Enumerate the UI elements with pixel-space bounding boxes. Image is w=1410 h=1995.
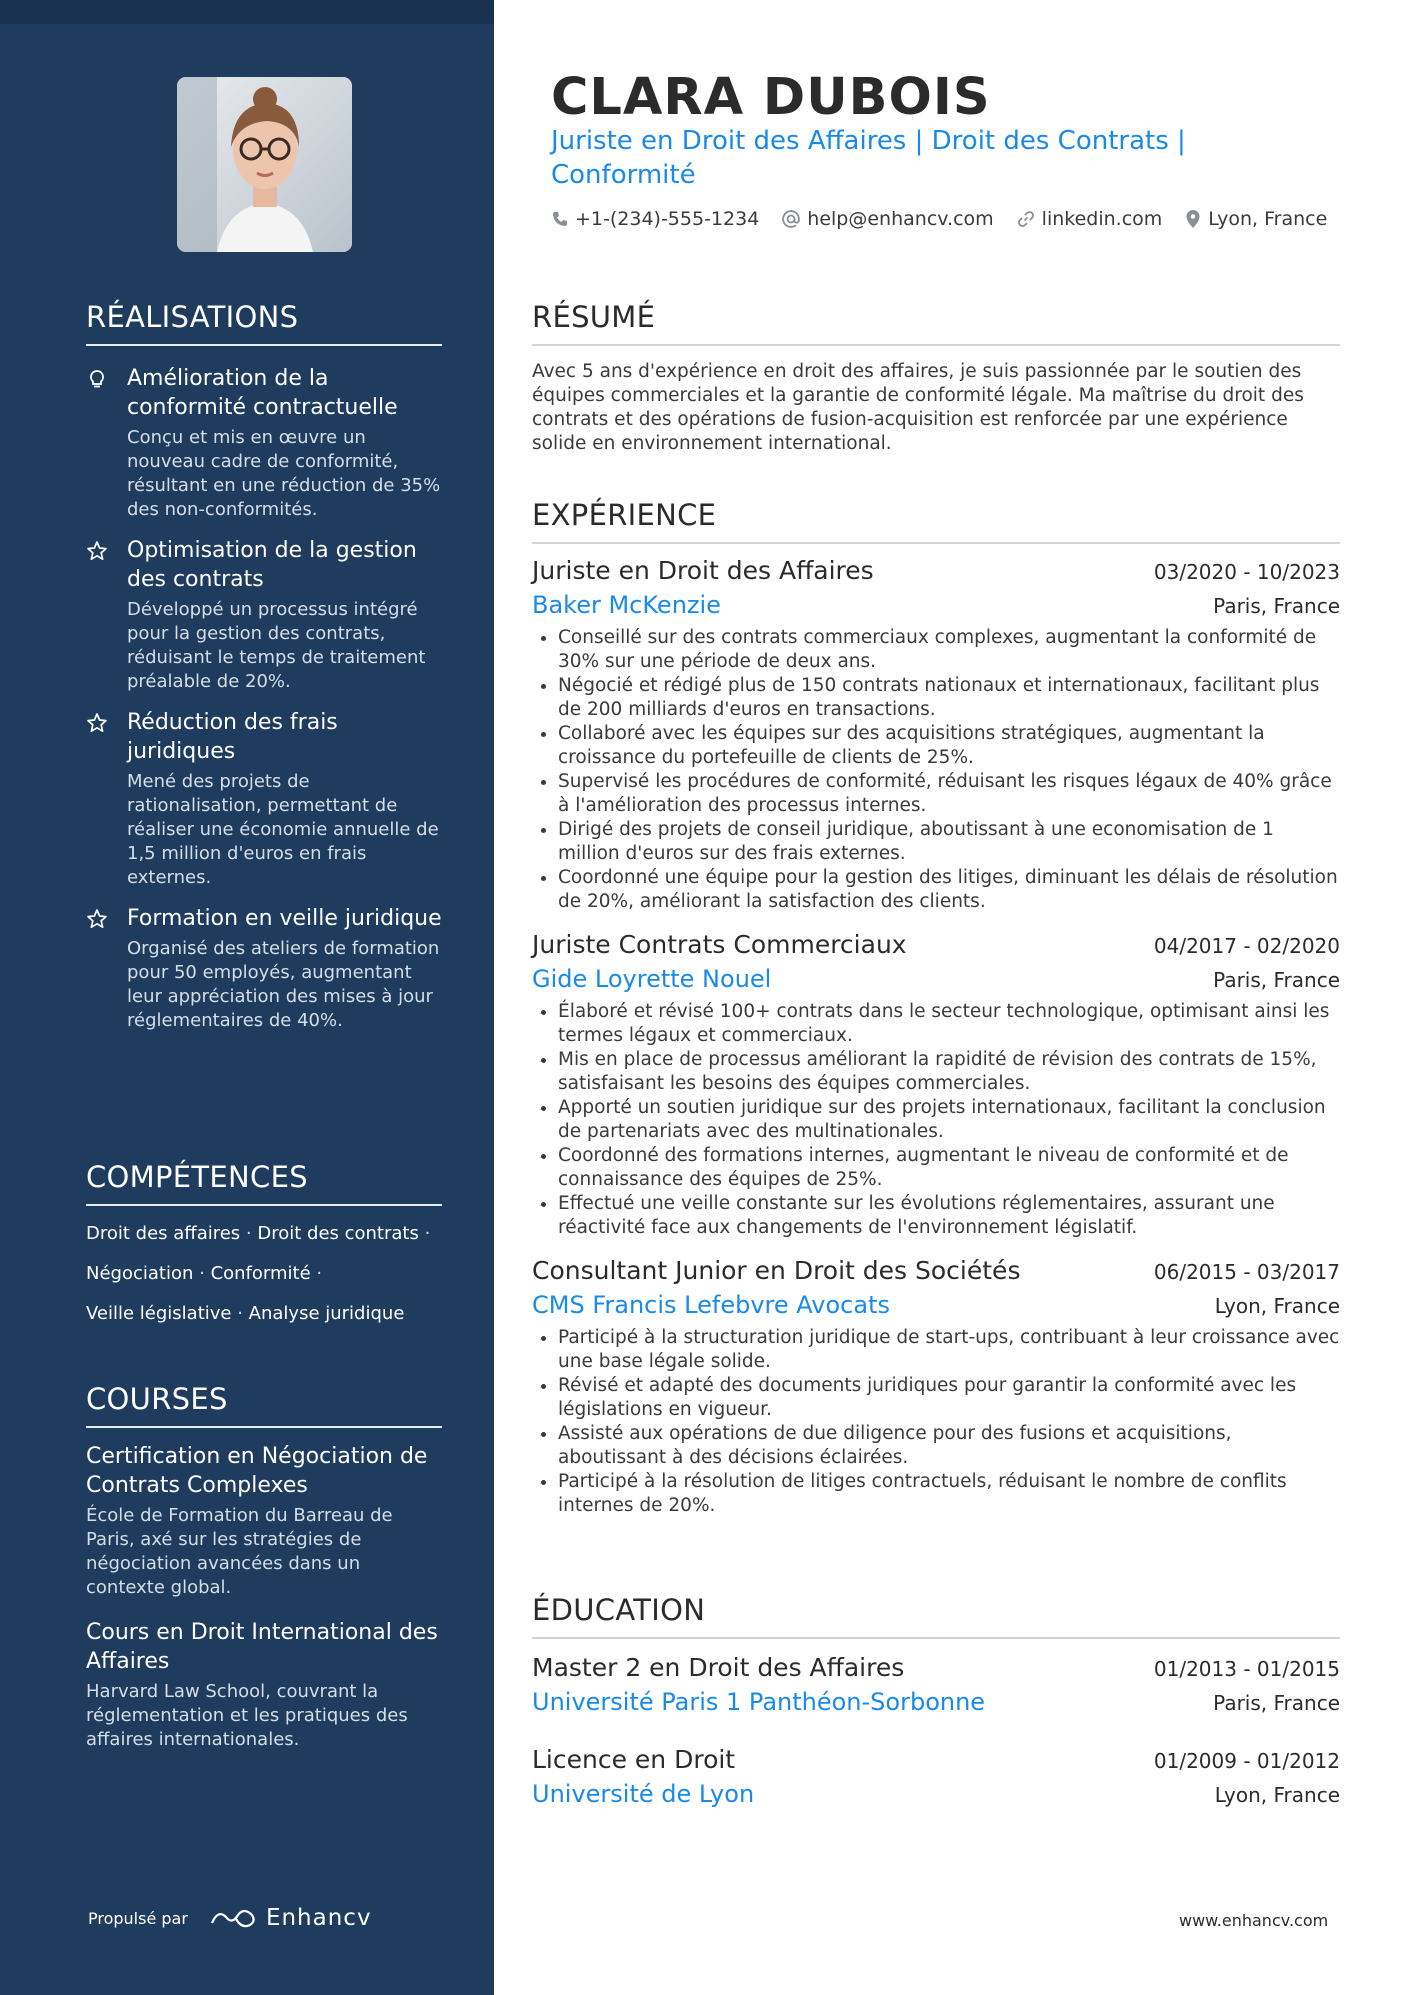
education-entry: [532, 1743, 1340, 1811]
job-location: Paris, France: [1213, 594, 1340, 618]
phone-icon: [551, 210, 569, 228]
contact-email[interactable]: [781, 208, 993, 230]
phone-text: +1-(234)-555-1234: [575, 208, 760, 230]
skills-section: [86, 1160, 442, 1326]
linkedin-text: linkedin.com: [1041, 208, 1163, 230]
job-bullets: [532, 626, 1340, 914]
job-role: Juriste en Droit des Affaires: [532, 556, 874, 585]
job-bullet: • Participé à la structuration juridique de start-ups, contribuant à leur croissance avec une base légale solide.: [558, 1326, 1340, 1374]
job-dates: 06/2015 - 03/2017: [1153, 1260, 1340, 1284]
job-dates: 04/2017 - 02/2020: [1153, 934, 1340, 958]
job-company[interactable]: Baker McKenzie: [532, 591, 721, 619]
job-bullets: [532, 1000, 1340, 1240]
achievement-item: [86, 536, 442, 694]
job-bullet: • Participé à la résolution de litiges contractuels, réduisant le nombre de conflits internes de 20%.: [558, 1470, 1340, 1518]
job-location: Paris, France: [1213, 968, 1340, 992]
skill-tag: Analyse juridique: [248, 1303, 405, 1324]
job-bullet: • Collaboré avec les équipes sur des acquisitions stratégiques, augmentant la croissance du portefeuille de clients de 25%.: [558, 722, 1340, 770]
skills-row: Droit des affaires · Droit des contrats ·: [86, 1223, 431, 1244]
job-dates: 03/2020 - 10/2023: [1153, 560, 1340, 584]
job-bullet: • Négocié et rédigé plus de 150 contrats nationaux et internationaux, facilitant plus de 200 milliards d'euros en transactions.: [558, 674, 1340, 722]
achievement-item: [86, 364, 442, 522]
job-bullet: • Dirigé des projets de conseil juridique, aboutissant à une economisation de 1 million d'euros sur des frais externes.: [558, 818, 1340, 866]
job-bullet: • Assisté aux opérations de due diligence pour des fusions et acquisitions, aboutissant à des décisions éclairées.: [558, 1422, 1340, 1470]
achievement-item: [86, 708, 442, 890]
job-role: Juriste Contrats Commerciaux: [532, 930, 907, 959]
achievement-title: Réduction des frais juridiques: [127, 710, 338, 764]
contact-location: [1184, 208, 1327, 230]
job-bullets: [532, 1326, 1340, 1518]
education-entry: [532, 1651, 1340, 1719]
email-text: help@enhancv.com: [807, 208, 994, 230]
job-bullet: • Supervisé les procédures de conformité, réduisant les risques légaux de 40% grâce à l'amélioration des processus internes.: [558, 770, 1340, 818]
profile-photo: [177, 77, 352, 252]
education-title: ÉDUCATION: [532, 1593, 1340, 1639]
enhancv-logo-icon: [208, 1905, 258, 1931]
sidebar-top-strip: [0, 0, 494, 24]
achievement-item: [86, 904, 442, 1033]
star-icon: [86, 712, 108, 734]
sidebar: [0, 0, 494, 1995]
skill-tag: Veille législative: [86, 1303, 232, 1324]
courses-section: [86, 1382, 442, 1752]
skills-title: COMPÉTENCES: [86, 1160, 442, 1206]
achievement-description: Développé un processus intégré pour la gestion des contrats, réduisant le temps de traitement préalable de 20%.: [127, 599, 426, 692]
school[interactable]: Université Paris 1 Panthéon-Sorbonne: [532, 1688, 986, 1716]
achievement-title: Formation en veille juridique: [127, 906, 442, 931]
course-title: Cours en Droit International des Affaires: [86, 1620, 438, 1674]
course-title: Certification en Négociation de Contrats Complexes: [86, 1444, 428, 1498]
summary-title: RÉSUMÉ: [532, 300, 1340, 346]
enhancv-logo-text: Enhancv: [265, 1905, 372, 1931]
contact-linkedin[interactable]: [1016, 208, 1163, 230]
contact-phone[interactable]: [551, 208, 759, 230]
candidate-headline: Juriste en Droit des Affaires | Droit des Contrats | Conformité: [551, 126, 1186, 190]
powered-by-label: Propulsé par: [88, 1908, 188, 1928]
job-location: Lyon, France: [1214, 1294, 1340, 1318]
achievement-description: Organisé des ateliers de formation pour 50 employés, augmentant leur appréciation des mises à jour réglementaires de 40%.: [127, 938, 440, 1031]
job-company[interactable]: CMS Francis Lefebvre Avocats: [532, 1291, 890, 1319]
degree: Master 2 en Droit des Affaires: [532, 1653, 905, 1682]
star-icon: [86, 540, 108, 562]
footer-url[interactable]: www.enhancv.com: [1179, 1911, 1329, 1930]
courses-title: COURSES: [86, 1382, 442, 1428]
education-location: Paris, France: [1213, 1691, 1340, 1715]
location-text: Lyon, France: [1208, 208, 1328, 230]
location-pin-icon: [1184, 209, 1202, 229]
experience-title: EXPÉRIENCE: [532, 498, 1340, 544]
link-icon: [1016, 209, 1036, 229]
achievement-description: Mené des projets de rationalisation, permettant de réaliser une économie annuelle de 1,5 million d'euros en frais externes.: [127, 771, 439, 888]
achievement-description: Conçu et mis en œuvre un nouveau cadre de conformité, résultant en une réduction de 35% des non-conformités.: [127, 427, 441, 520]
degree: Licence en Droit: [532, 1745, 736, 1774]
job-bullet: • Coordonné des formations internes, augmentant le niveau de conformité et de connaissance des équipes de 25%.: [558, 1144, 1340, 1192]
summary-section: [532, 300, 1340, 456]
experience-section: [532, 498, 1340, 1518]
job-bullet: • Apporté un soutien juridique sur des projets internationaux, facilitant la conclusion de partenariats avec des multinationales.: [558, 1096, 1340, 1144]
education-location: Lyon, France: [1214, 1783, 1340, 1807]
job-role: Consultant Junior en Droit des Sociétés: [532, 1256, 1021, 1285]
skills-row: Veille législative · Analyse juridique: [86, 1303, 405, 1324]
summary-text: Avec 5 ans d'expérience en droit des affaires, je suis passionnée par le soutien des équipes commerciales et la garantie de conformité légale. Ma maîtrise du droit des contrats et des opérations de fusion-acquisition est renforcée par une expérience solide en environnement international.: [532, 361, 1304, 454]
skill-tag: Droit des contrats: [257, 1223, 419, 1244]
skill-tag: Conformité: [210, 1263, 311, 1284]
education-dates: 01/2013 - 01/2015: [1153, 1657, 1340, 1681]
job-bullet: • Effectué une veille constante sur les évolutions réglementaires, assurant une réactivité face aux changements de l'environnement législatif.: [558, 1192, 1340, 1240]
job-bullet: • Mis en place de processus améliorant la rapidité de révision des contrats de 15%, satisfaisant les besoins des équipes commerciales.: [558, 1048, 1340, 1096]
at-icon: [781, 209, 801, 229]
achievements-section: [86, 300, 442, 1033]
job-bullet: • Conseillé sur des contrats commerciaux complexes, augmentant la conformité de 30% sur une période de deux ans.: [558, 626, 1340, 674]
powered-by: [88, 1905, 372, 1931]
job-bullet: • Coordonné une équipe pour la gestion des litiges, diminuant les délais de résolution de 20%, améliorant la satisfaction des clients.: [558, 866, 1340, 914]
job-company[interactable]: Gide Loyrette Nouel: [532, 965, 772, 993]
star-icon: [86, 908, 108, 930]
achievement-title: Amélioration de la conformité contractuelle: [127, 366, 398, 420]
candidate-name: CLARA DUBOIS: [551, 68, 991, 127]
achievement-title: Optimisation de la gestion des contrats: [127, 538, 417, 592]
job-bullet: • Élaboré et révisé 100+ contrats dans le secteur technologique, optimisant ainsi les termes légaux et commerciaux.: [558, 1000, 1340, 1048]
education-section: [532, 1593, 1340, 1811]
skills-row: Négociation · Conformité ·: [86, 1263, 323, 1284]
skill-tag: Négociation: [86, 1263, 194, 1284]
achievements-title: RÉALISATIONS: [86, 300, 442, 346]
education-dates: 01/2009 - 01/2012: [1153, 1749, 1340, 1773]
lightbulb-icon: [86, 368, 108, 390]
skill-tag: Droit des affaires: [86, 1223, 241, 1244]
course-description: École de Formation du Barreau de Paris, axé sur les stratégies de négociation avancées dans un contexte global.: [86, 1505, 393, 1598]
avatar: [177, 77, 352, 252]
job-entry: [532, 554, 1340, 914]
school[interactable]: Université de Lyon: [532, 1780, 755, 1808]
job-entry: [532, 928, 1340, 1240]
job-bullet: • Révisé et adapté des documents juridiques pour garantir la conformité avec les législations en vigueur.: [558, 1374, 1340, 1422]
course-description: Harvard Law School, couvrant la réglementation et les pratiques des affaires internationales.: [86, 1681, 408, 1750]
contact-bar: [551, 208, 1349, 230]
job-entry: [532, 1254, 1340, 1518]
